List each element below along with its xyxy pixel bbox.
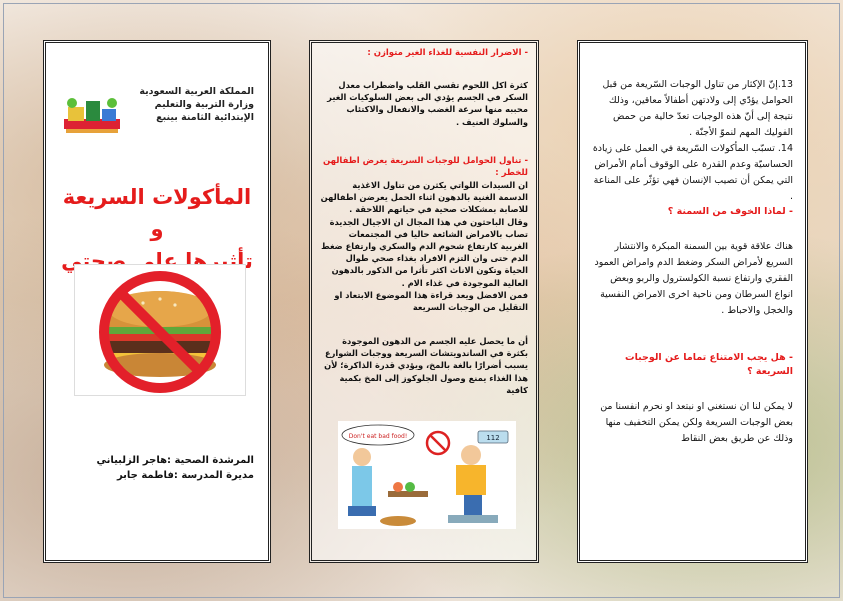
section-heading: - الاضرار النفسية للغذاء الغير متوازن : (367, 48, 528, 58)
section-reduce (590, 399, 793, 447)
paragraph: أن ما يحصل عليه الجسم من الدهون الموجودة بكثرة في الساندويتشات السريعة ووجبات الشوارع يسبب أضرارًا بالغة بالمخ، ويؤدي قدرة الذاكرة؛ لأن هذا الغذاء يمنع وصول الجلوكوز إلى المخ بكمية كافية (324, 336, 528, 395)
paragraph: 14. تسبّب المأكولات السّريعة في العمل على زيادة الحساسيّة وعدم القدرة على الوقوف أمام الأمراض التي يمكن أن تصيب الإنسان فهي تؤثّر على المناعة . (592, 143, 793, 202)
ministry-line: الإبتدائية الثامنة بينبع (156, 112, 254, 123)
paragraph: ان السيدات اللواتي يكثرن من تناول الاغذية الدسمة الغنية بالدهون اثناء الحمل يعرضن اطفالهن للاصابة بمشكلات صحية في حياتهم اللاحقة . (320, 180, 528, 215)
paragraph: وقال الباحثون في هذا المجال ان الاجيال الجديدة تصاب بالامراض الشائعة حاليا في المجتمعات الغربية كارتفاع شحوم الدم والسكري وارتفاع ضغط الدم حتى وان التزم الافراد بغذاء صحي طوال الحياة وتكون الاناث اكثر تأثرا من الذكور بالدهون العالية الموجودة في غذاء الام . (321, 216, 528, 288)
ministry-line: وزارة التربية والتعليم (154, 99, 254, 110)
section-brain (320, 335, 528, 396)
brochure-title (54, 181, 260, 277)
right-panel (577, 40, 808, 563)
section-psychological (320, 47, 528, 128)
no-burger-icon (74, 264, 246, 396)
scale-reading: 112 (486, 434, 500, 442)
section-pregnant (320, 155, 528, 313)
section-heading: - تناول الحوامل للوجبات السريعة يعرض اطفالهن للخطر : (322, 156, 528, 178)
ministry-header (104, 85, 254, 124)
section-heading: - لماذا الخوف من السمنة ؟ (667, 206, 793, 217)
speech-bubble-text: Don't eat bad food! (348, 433, 408, 440)
title-line: تأثيرها على صحتي (61, 249, 253, 273)
credit-line: مديرة المدرسة :فاطمة جابر (116, 470, 254, 481)
paragraph: كثرة اكل اللحوم تقسي القلب واضطراب معدل السكر في الجسم يؤدي الى بعض السلوكيات الغير محببه منها سرعة الغضب والانفعال والاكتئاب والسلوك العنيف . (327, 80, 528, 127)
section-obesity (590, 239, 793, 319)
cover-panel (43, 40, 271, 563)
paragraph: فمن الافضل ويعد قراءة هذا الموضوع الابتعاد او التقليل من الوجبات السريعة (334, 289, 528, 313)
ministry-line: المملكة العربية السعودية (139, 86, 254, 97)
cartoon-illustration-icon (338, 421, 516, 529)
section-abstain (590, 351, 793, 379)
title-line: المأكولات السريعة و (62, 185, 252, 241)
credit-line: المرشدة الصحية :هاجر الزلبياني (96, 455, 254, 466)
section-heading: - هل يجب الامتناع تماما عن الوجبات السريعة ؟ (625, 352, 793, 377)
middle-panel (309, 40, 539, 563)
paragraph: لا يمكن لنا ان نستغني او نبتعد او نحرم انفسنا من بعض الوجبات السريعة ولكن يمكن التخفيف منها وذلك عن طريق بعض النقاط (600, 401, 793, 444)
credits (64, 453, 254, 483)
paragraph: 13.إنّ الإكثار من تناول الوجبات السّريعة من قبل الحوامل يؤدّي إلى ولادتهن أطفالاً معاقين، وذلك نتيجة إلى أنّ هذه الوجبات تعدّ خالية من حمض الفوليك المهم لنموّ الأجنّة . (602, 79, 793, 138)
section-points (590, 77, 793, 219)
paragraph: هناك علاقة قوية بين السمنة المبكرة والانتشار السريع لأمراض السكر وضغط الدم وامراض العمود الفقري وارتفاع نسبة الكولسترول والربو وبعض انواع السرطان ومن ناحية اخرى الامراض النفسية والخجل والاحباط . (594, 241, 793, 316)
